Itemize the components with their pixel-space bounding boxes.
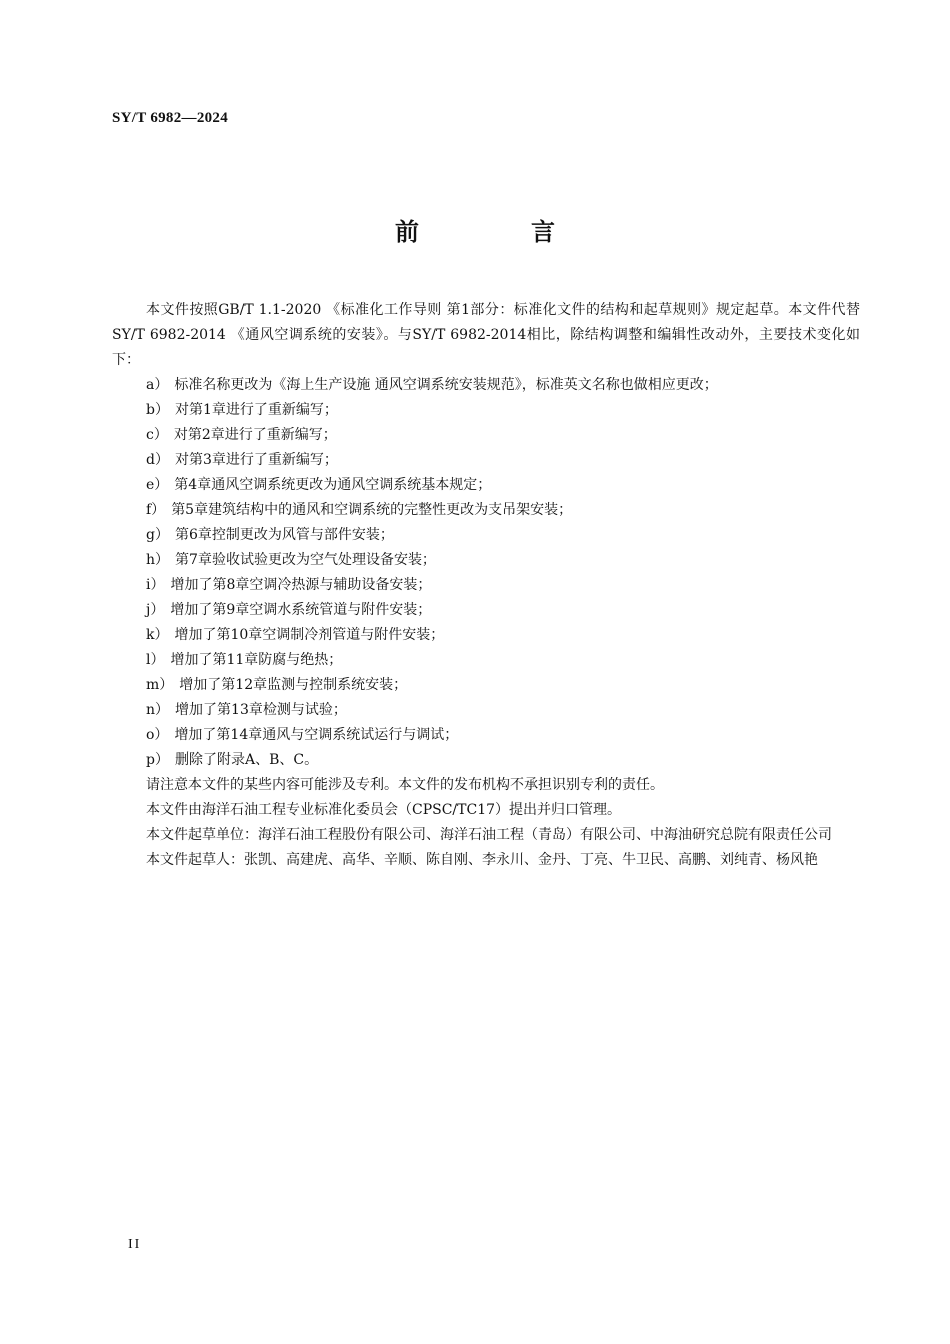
list-item [112, 648, 860, 673]
list-marker: n） [146, 702, 170, 718]
management-paragraph: 本文件由海洋石油工程专业标准化委员会（CPSC/TC17）提出并归口管理。 [146, 802, 622, 818]
list-marker: b） [146, 402, 169, 418]
list-marker: g） [146, 527, 169, 543]
list-item-text: 标准名称更改为《海上生产设施 通风空调系统安装规范》，标准英文名称也做相应更改； [174, 377, 718, 393]
list-marker: a） [146, 377, 169, 393]
list-marker: i） [146, 577, 165, 593]
list-item-text: 增加了第12章监测与控制系统安装； [179, 677, 408, 693]
list-item-text: 对第1章进行了重新编写； [174, 402, 338, 418]
list-marker: e） [146, 477, 169, 493]
foreword-body [112, 298, 860, 873]
standard-code: SY/T 6982—2024 [112, 110, 229, 126]
list-marker: c） [146, 427, 168, 443]
list-item [112, 623, 860, 648]
list-item-text: 增加了第9章空调水系统管道与附件安装； [170, 602, 432, 618]
list-item-text: 对第3章进行了重新编写； [174, 452, 338, 468]
list-item-text: 第6章控制更改为风管与部件安装； [174, 527, 394, 543]
list-marker: o） [146, 727, 169, 743]
page-title: 前 言 [395, 218, 599, 246]
list-item [112, 573, 860, 598]
list-item-text: 第5章建筑结构中的通风和空调系统的完整性更改为支吊架安装； [171, 502, 573, 518]
list-marker: h） [146, 552, 170, 568]
list-item [112, 473, 860, 498]
intro-paragraph: 本文件按照GB/T 1.1-2020 《标准化工作导则 第1部分：标准化文件的结构和起草规则》规定起草。本文件代替SY/T 6982-2014 《通风空调系统的安装》。与SY/T 6982-2014相比，除结构调整和编辑性改动外，主要技术变化如下： [112, 302, 860, 368]
list-item [112, 398, 860, 423]
list-item [112, 723, 860, 748]
list-item [112, 548, 860, 573]
drafting-units-paragraph: 本文件起草单位：海洋石油工程股份有限公司、海洋石油工程（青岛）有限公司、中海油研究总院有限责任公司 [146, 827, 832, 843]
list-item-text: 删除了附录A、B、C。 [174, 752, 319, 768]
list-item [112, 673, 860, 698]
list-marker: j） [146, 602, 165, 618]
list-item [112, 423, 860, 448]
list-item [112, 448, 860, 473]
list-item-text: 增加了第14章通风与空调系统试运行与调试； [174, 727, 459, 743]
list-marker: m） [146, 677, 174, 693]
list-marker: k） [146, 627, 169, 643]
list-marker: l） [146, 652, 165, 668]
list-item-text: 增加了第10章空调制冷剂管道与附件安装； [174, 627, 445, 643]
changes-list [112, 373, 860, 773]
list-marker: p） [146, 752, 169, 768]
list-item [112, 598, 860, 623]
list-item-text: 增加了第8章空调冷热源与辅助设备安装； [170, 577, 432, 593]
list-item [112, 498, 860, 523]
list-item [112, 748, 860, 773]
list-item-text: 增加了第13章检测与试验； [175, 702, 347, 718]
drafters-paragraph: 本文件起草人：张凯、高建虎、高华、辛顺、陈自刚、李永川、金丹、丁亮、牛卫民、高鹏、刘纯青、杨风艳 [146, 852, 818, 868]
list-item-text: 对第2章进行了重新编写； [173, 427, 337, 443]
patent-paragraph: 请注意本文件的某些内容可能涉及专利。本文件的发布机构不承担识别专利的责任。 [146, 777, 664, 793]
list-item [112, 373, 860, 398]
list-item-text: 第4章通风空调系统更改为通风空调系统基本规定； [174, 477, 492, 493]
page-number: II [128, 1237, 142, 1252]
list-item [112, 523, 860, 548]
list-marker: d） [146, 452, 169, 468]
list-item-text: 增加了第11章防腐与绝热； [170, 652, 343, 668]
list-marker: f） [146, 502, 166, 518]
list-item [112, 698, 860, 723]
list-item-text: 第7章验收试验更改为空气处理设备安装； [175, 552, 436, 568]
